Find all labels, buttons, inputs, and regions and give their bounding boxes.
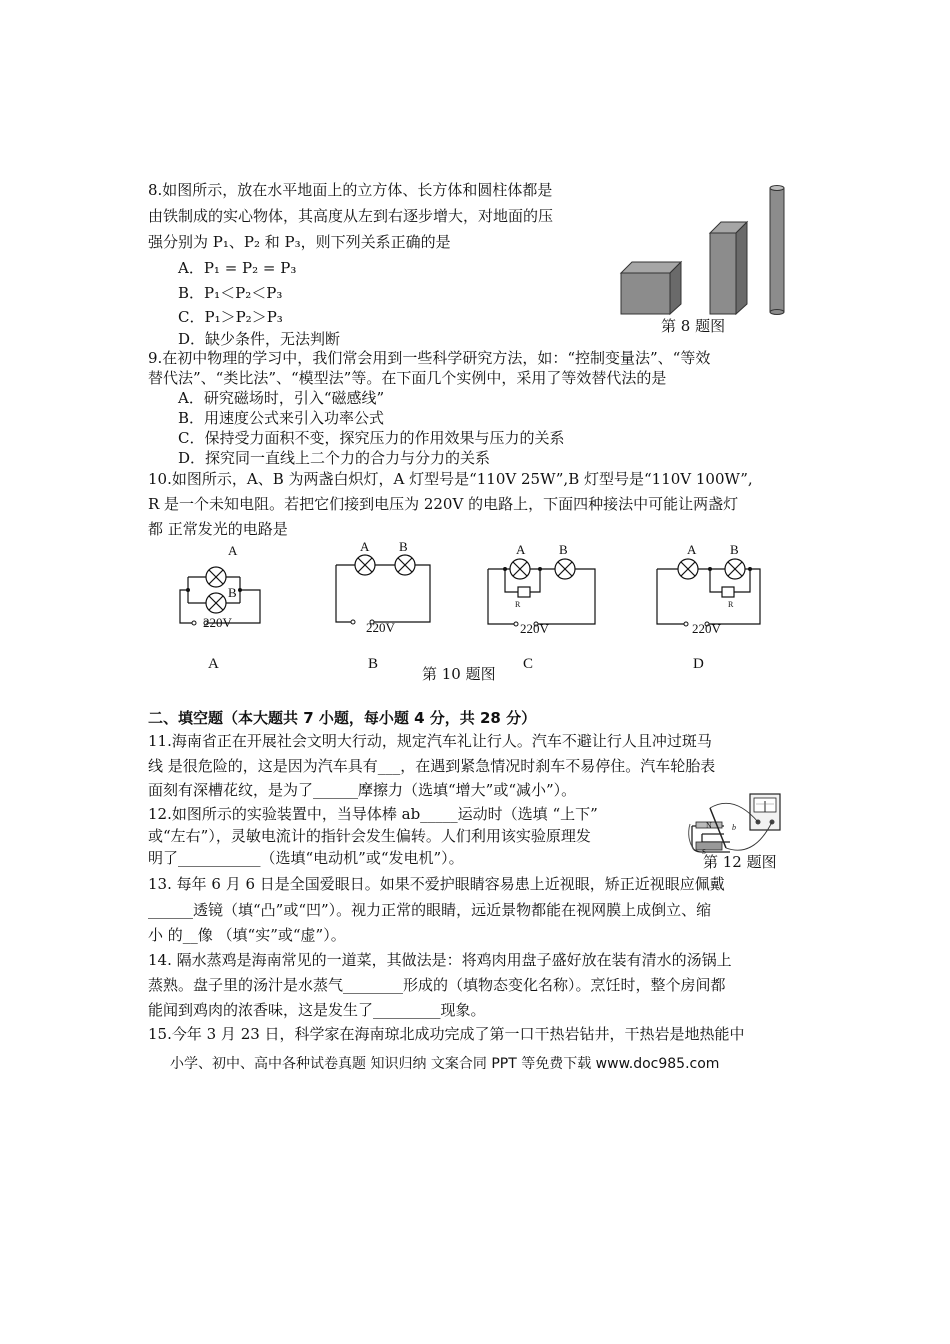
galvanometer <box>750 794 780 830</box>
q11-line-1: 11.海南省正在开展社会文明大行动，规定汽车礼让行人。汽车不避让行人且冲过斑马 <box>148 732 712 750</box>
circuit-label-b: B <box>368 656 379 672</box>
q11-line-2: 线 是很危险的，这是因为汽车具有___，在遇到紧急情况时刹车不易停住。汽车轮胎表 <box>148 757 716 775</box>
circuit-d-label-b: B <box>730 542 739 557</box>
q9-option-a: A．研究磁场时，引入“磁感线” <box>178 389 385 407</box>
magnet-s-label: S <box>702 848 706 856</box>
circuit-d-label-r: R <box>728 600 734 609</box>
circuit-c-label-r: R <box>515 600 521 609</box>
q12-line-1: 12.如图所示的实验装置中，当导体棒 ab_____运动时（选填 “上下” <box>148 805 598 823</box>
section-2-heading: 二、填空题（本大题共 7 小题，每小题 4 分，共 28 分） <box>148 709 537 727</box>
q13-line-1: 13. 每年 6 月 6 日是全国爱眼日。如果不爱护眼睛容易患上近视眼，矫正近视眼应佩戴 <box>148 875 725 893</box>
q11-line-3: 面刻有深槽花纹，是为了______摩擦力（选填“增大”或“减小”）。 <box>148 781 577 799</box>
circuit-b-label-a: A <box>360 540 370 554</box>
q13-line-3: 小 的__像 （填“实”或“虚”）。 <box>148 926 346 944</box>
figure-10-caption: 第 10 题图 <box>422 665 496 683</box>
cylinder-shape <box>770 186 784 315</box>
q8-option-b: B．P₁＜P₂＜P₃ <box>178 284 283 302</box>
q8-line-3: 强分别为 P₁、P₂ 和 P₃，则下列关系正确的是 <box>148 233 451 251</box>
q13-line-2: ______透镜（填“凸”或“凹”）。视力正常的眼睛，远近景物都能在视网膜上成倒立、缩 <box>148 901 712 919</box>
q14-line-2: 蒸熟。盘子里的汤汁是水蒸气________形成的（填物态变化名称）。烹饪时，整个房间都 <box>148 976 726 994</box>
q9-line-2: 替代法”、“类比法”、“模型法”等。在下面几个实例中，采用了等效替代法的是 <box>148 369 667 387</box>
q9-option-c: C．保持受力面积不变，探究压力的作用效果与压力的关系 <box>178 429 565 447</box>
circuit-a-voltage: 220V <box>203 615 232 630</box>
figure-12-caption: 第 12 题图 <box>703 853 777 871</box>
circuit-a-lamp-b <box>206 593 226 613</box>
circuit-b-label-b: B <box>399 540 408 554</box>
magnet-n-label: N <box>706 821 712 830</box>
circuit-d-lamp-a <box>678 559 698 579</box>
q12-line-2: 或“左右”），灵敏电流计的指针会发生偏转。人们利用该实验原理发 <box>148 827 591 845</box>
q14-line-1: 14. 隔水蒸鸡是海南常见的一道菜，其做法是：将鸡肉用盘子盛好放在装有清水的汤锅上 <box>148 951 732 969</box>
figure-8-caption: 第 8 题图 <box>661 317 726 335</box>
q9-option-d: D．探究同一直线上二个力的合力与分力的关系 <box>178 449 491 467</box>
circuit-c-label-a: A <box>516 542 526 557</box>
q9-line-1: 9.在初中物理的学习中，我们常会用到一些科学研究方法，如：“控制变量法”、“等效 <box>148 349 711 367</box>
circuit-c-lamp-b <box>555 559 575 579</box>
figure-12-apparatus <box>684 792 784 860</box>
cube-shape <box>621 262 681 314</box>
q8-line-2: 由铁制成的实心物体，其高度从左到右逐步增大，对地面的压 <box>148 207 554 225</box>
circuit-d-lamp-b <box>725 559 745 579</box>
circuit-a-label-a: A <box>228 543 238 558</box>
q10-line-2: R 是一个未知电阻。若把它们接到电压为 220V 的电路上，下面四种接法中可能让两盏灯 <box>148 495 739 513</box>
rod-b-label: b <box>732 823 736 832</box>
circuit-label-d: D <box>693 656 704 672</box>
circuit-d-voltage: 220V <box>692 621 721 636</box>
circuit-label-a: A <box>208 656 219 672</box>
circuit-b-lamp-a <box>355 555 375 575</box>
circuit-c-resistor <box>518 587 530 597</box>
circuit-c-label-b: B <box>559 542 568 557</box>
q10-line-1: 10.如图所示，A、B 为两盏白炽灯，A 灯型号是“110V 25W”,B 灯型号是“110V 100W”, <box>148 470 753 488</box>
q8-option-c: C．P₁＞P₂＞P₃ <box>178 308 283 326</box>
page-footer: 小学、初中、高中各种试卷真题 知识归纳 文案合同 PPT 等免费下载 www.doc985.com <box>170 1056 720 1072</box>
circuit-c-voltage: 220V <box>520 621 549 636</box>
q12-line-3: 明了___________（选填“电动机”或“发电机”）。 <box>148 849 464 867</box>
circuit-a-lamp-a <box>206 567 226 587</box>
cuboid-shape <box>710 222 747 314</box>
q9-option-b: B．用速度公式来引入功率公式 <box>178 409 385 427</box>
circuit-b-voltage: 220V <box>366 620 395 635</box>
circuit-a-label-b: B <box>228 585 237 600</box>
q8-option-a: A．P₁ = P₂ = P₃ <box>178 259 297 277</box>
q8-line-1: 8.如图所示，放在水平地面上的立方体、长方体和圆柱体都是 <box>148 181 553 199</box>
circuit-d-resistor <box>722 587 734 597</box>
q14-line-3: 能闻到鸡肉的浓香味，这是发生了_________现象。 <box>148 1001 486 1019</box>
circuit-c-lamp-a <box>510 559 530 579</box>
circuit-d-label-a: A <box>687 542 697 557</box>
figure-8 <box>615 182 805 322</box>
q15-line-1: 15.今年 3 月 23 日，科学家在海南琼北成功完成了第一口干热岩钻井，干热岩是地热能中 <box>148 1025 745 1043</box>
q10-line-3: 都 正常发光的电路是 <box>148 520 288 538</box>
q8-option-d: D．缺少条件，无法判断 <box>178 330 341 348</box>
circuit-label-c: C <box>523 656 534 672</box>
circuit-b-lamp-b <box>395 555 415 575</box>
